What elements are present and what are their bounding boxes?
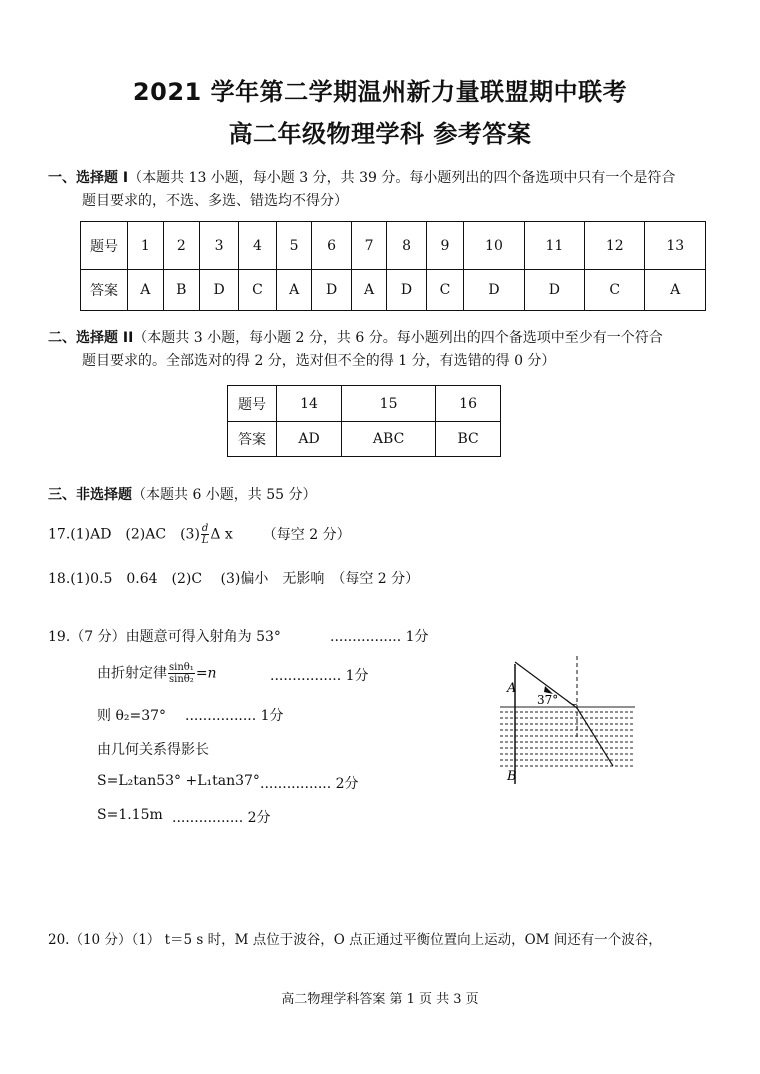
table1-label-answer: 答案 — [81, 270, 128, 311]
table2-number-cell: 14 — [277, 386, 342, 422]
table1-number-cell: 7 — [351, 222, 387, 270]
table1-number-cell: 9 — [426, 222, 464, 270]
table1-number-cell: 13 — [645, 222, 706, 270]
figure-label-a: A — [507, 681, 517, 696]
figure-angle-label: 37° — [537, 693, 559, 707]
table1-number-cell: 11 — [524, 222, 584, 270]
table1-number-cell: 12 — [585, 222, 645, 270]
table1-answer-cell: D — [387, 270, 426, 311]
q19-line2-score: ................ 1分 — [270, 668, 369, 684]
table1-answer-cell: A — [351, 270, 387, 311]
q17-score: （每空 2 分） — [262, 526, 351, 543]
figure-label-b: B — [507, 769, 517, 784]
table1-answer-cell: C — [239, 270, 277, 311]
table1-answer-cell: D — [199, 270, 238, 311]
table1-number-row — [81, 222, 706, 270]
table1-number-cell: 1 — [128, 222, 164, 270]
q17-frac-den: L — [201, 535, 209, 546]
angle-arc — [567, 700, 577, 705]
section3-heading-line — [48, 484, 317, 507]
q17-suffix: Δ x — [210, 526, 233, 543]
refraction-figure — [495, 656, 640, 791]
q19-line4: 由几何关系得影长 — [97, 742, 209, 758]
page-title: 2021 学年第二学期温州新力量联盟期中联考 — [132, 78, 628, 106]
q19-line3 — [97, 705, 284, 725]
q19-line1 — [48, 626, 429, 646]
table2-label-number: 题号 — [228, 386, 277, 422]
q17-fraction — [201, 523, 209, 546]
section1-answer-table — [80, 221, 706, 311]
q19-line6 — [97, 807, 271, 826]
q19-line5 — [97, 773, 359, 792]
section1-desc-line2: 题目要求的，不选、多选、错选均不得分） — [82, 193, 348, 209]
q19-line3-score: ................ 1分 — [185, 708, 284, 724]
water-hatching — [500, 707, 635, 766]
table1-number-cell: 2 — [163, 222, 199, 270]
q17-answer — [48, 523, 351, 546]
section1-description — [48, 167, 728, 213]
table1-answer-cell: A — [128, 270, 164, 311]
table1-number-cell: 4 — [239, 222, 277, 270]
q18-answer: 18.(1)0.5 0.64 (2)C (3)偏小 无影响 （每空 2 分） — [48, 571, 420, 587]
table1-answer-cell: A — [276, 270, 312, 311]
q19-line5-text: S=L₂tan53° +L₁tan37° — [97, 773, 260, 789]
section2-desc-line1: （本题共 3 小题，每小题 2 分，共 6 分。每小题列出的四个备选项中至少有一个符合 — [133, 330, 663, 346]
table1-answer-row — [81, 270, 706, 311]
q17-frac-num: d — [201, 523, 209, 534]
table2-label-answer: 答案 — [228, 422, 277, 457]
refracted-ray — [577, 708, 613, 766]
table1-number-cell: 6 — [312, 222, 351, 270]
q17-prefix: 17.(1)AD (2)AC (3) — [48, 526, 200, 543]
table1-answer-cell: D — [524, 270, 584, 311]
q19-frac-den: sinθ₂ — [169, 674, 194, 685]
q19-line6-score: ................ 2分 — [172, 810, 271, 826]
table1-answer-cell: B — [163, 270, 199, 311]
table1-answer-cell: D — [464, 270, 524, 311]
q19-line2-eq: =n — [195, 665, 217, 682]
section3-desc: （本题共 6 小题，共 55 分） — [132, 487, 317, 503]
section1-desc-line1: （本题共 13 小题，每小题 3 分，共 39 分。每小题列出的四个备选项中只有一个是符合 — [128, 170, 676, 186]
table2-number-cell: 15 — [342, 386, 436, 422]
page-footer: 高二物理学科答案 第 1 页 共 3 页 — [281, 992, 479, 1007]
table1-answer-cell: A — [645, 270, 706, 311]
q19-line2-fraction — [168, 662, 195, 685]
table1-answer-cell: C — [585, 270, 645, 311]
q19-line1-score: ................ 1分 — [330, 629, 429, 645]
q19-frac-num: sinθ₁ — [169, 662, 194, 673]
table1-number-cell: 10 — [464, 222, 524, 270]
page-subtitle: 高二年级物理学科 参考答案 — [228, 120, 532, 148]
q20-answer: 20.（10 分）（1） t＝5 s 时，M 点位于波谷，O 点正通过平衡位置向上运动，OM 间还有一个波谷， — [48, 932, 662, 948]
table1-number-cell: 3 — [199, 222, 238, 270]
q19-line6-text: S=1.15m — [97, 807, 163, 823]
table1-label-number: 题号 — [81, 222, 128, 270]
section2-heading: 二、选择题 II — [48, 330, 134, 346]
table1-answer-cell: C — [426, 270, 464, 311]
q19-line5-score: ................ 2分 — [260, 776, 359, 792]
section3-heading: 三、非选择题 — [48, 487, 132, 503]
table1-number-cell: 8 — [387, 222, 426, 270]
table1-answer-cell: D — [312, 270, 351, 311]
section2-answer-table — [227, 385, 501, 457]
q19-line2-text: 由折射定律 — [97, 665, 167, 682]
q19-line2 — [97, 662, 369, 685]
table2-answer-cell: ABC — [342, 422, 436, 457]
table2-answer-cell: BC — [436, 422, 501, 457]
table2-answer-cell: AD — [277, 422, 342, 457]
table2-answer-row — [228, 422, 501, 457]
q19-line3-text: 则 θ₂=37° — [97, 708, 167, 724]
table2-number-row — [228, 386, 501, 422]
q19-line1-text: 19.（7 分）由题意可得入射角为 53° — [48, 629, 281, 645]
table2-number-cell: 16 — [436, 386, 501, 422]
table1-number-cell: 5 — [276, 222, 312, 270]
section2-description — [48, 327, 738, 373]
section2-desc-line2: 题目要求的。全部选对的得 2 分，选对但不全的得 1 分，有选错的得 0 分） — [82, 353, 556, 369]
section1-heading: 一、选择题 I — [48, 170, 129, 186]
